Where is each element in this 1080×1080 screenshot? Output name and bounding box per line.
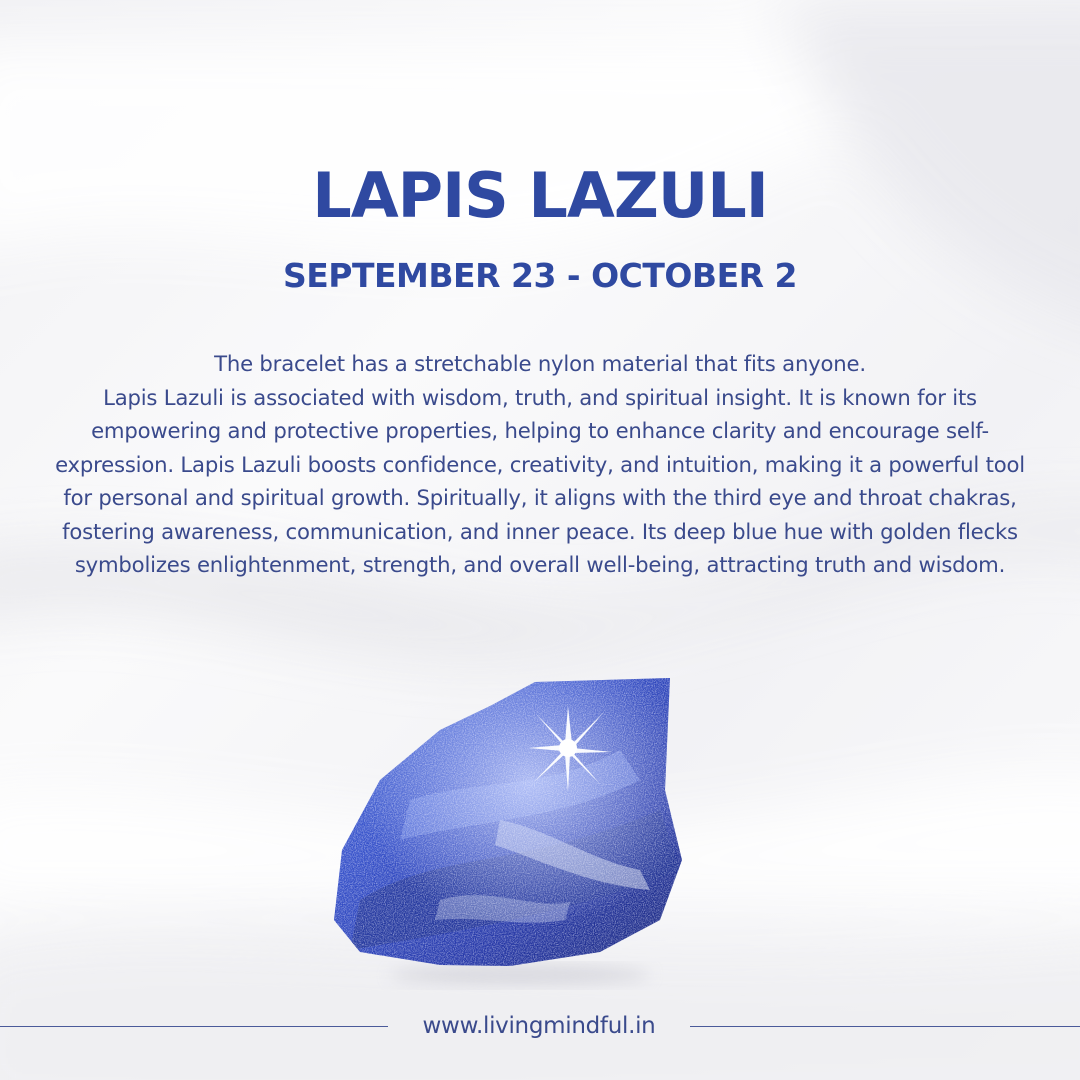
footer-divider-left xyxy=(0,1026,388,1027)
website-link[interactable]: www.livingmindful.in xyxy=(422,1013,656,1039)
description-paragraph: The bracelet has a stretchable nylon material that fits anyone. Lapis Lazuli is associated with wisdom, truth, and spiritual insight. It is known for its empowering and protective properties, helping to enhance clarity and encourage self-expression. Lapis Lazuli boosts confidence, creativity, and intuition, making it a powerful tool for personal and spiritual growth. Spiritually, it aligns with the third eye and throat chakras, fostering awareness, communication, and inner peace. Its deep blue hue with golden flecks symbolizes enlightenment, strength, and overall well-being, attracting truth and wisdom. xyxy=(55,351,1025,577)
date-range: SEPTEMBER 23 - OCTOBER 2 xyxy=(283,256,797,295)
footer-divider-right xyxy=(690,1026,1080,1027)
page-title: LAPIS LAZULI xyxy=(312,159,768,232)
lapis-lazuli-stone-image xyxy=(320,670,700,990)
